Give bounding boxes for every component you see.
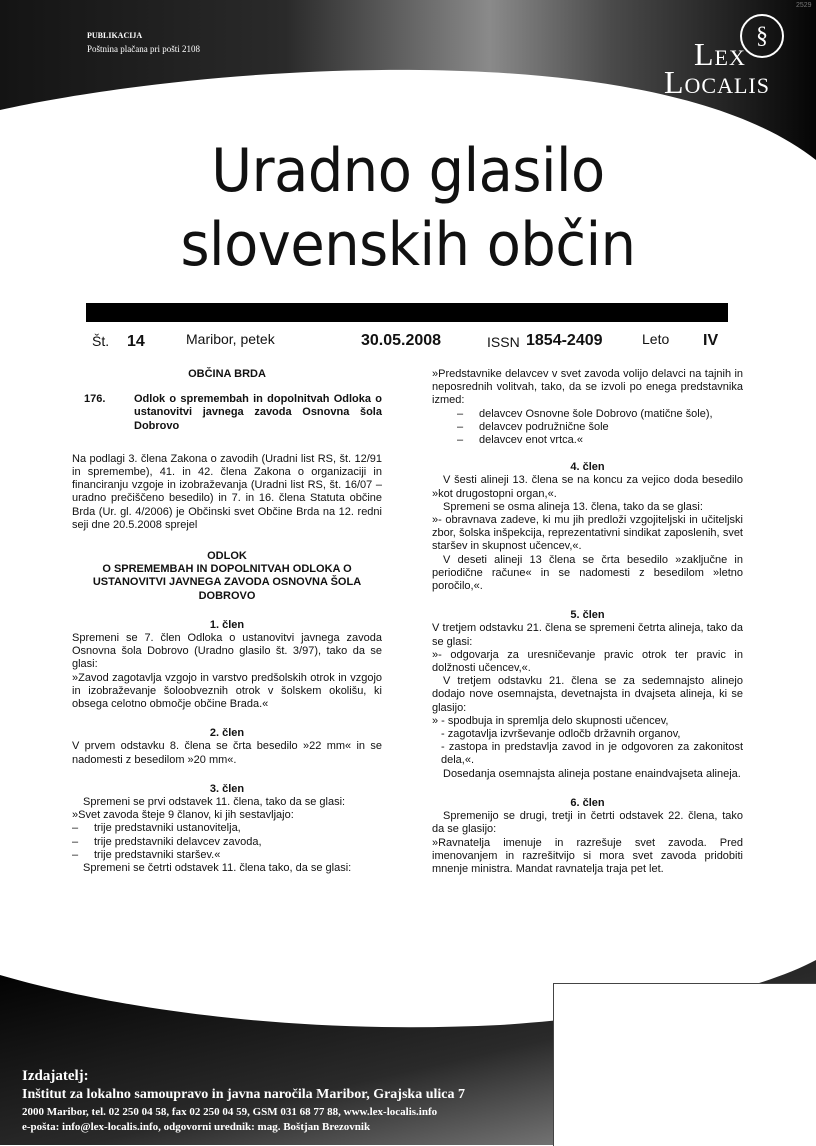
year-label: Leto xyxy=(642,331,670,347)
act-title: Odlok o spremembah in dopolnitvah Odloka o ustanovitvi javnega zavoda Osnovna šola Dobrovo xyxy=(134,393,382,432)
publisher-name: Inštitut za lokalno samoupravo in javna naročila Maribor, Grajska ulica 7 xyxy=(22,1087,465,1102)
article-4-paragraph: V šesti alineji 13. člena se na koncu za vejico doda besedilo »kot drugostopni organ,«. xyxy=(432,474,743,500)
article-5-quote: »- odgovarja za uresničevanje pravic otrok ter pravic in dolžnosti učencev,«. xyxy=(432,648,743,675)
article-4-heading: 4. člen xyxy=(570,461,605,474)
article-1-heading: 1. člen xyxy=(209,618,245,631)
masthead-title-line1: Uradno glasilo xyxy=(211,136,605,206)
list-item: – trije predstavniki ustanovitelja, xyxy=(72,822,382,835)
right-column xyxy=(432,368,743,876)
issn-value: 1854-2409 xyxy=(526,332,603,349)
municipality-heading: OBČINA BRDA xyxy=(188,368,266,380)
section-sign-icon: § xyxy=(740,14,784,58)
article-2-heading: 2. člen xyxy=(209,727,245,740)
list-item: – delavcev enot vrtca.« xyxy=(457,434,743,447)
masthead-title-line2: slovenskih občin xyxy=(180,210,636,280)
issue-number: 14 xyxy=(127,333,145,350)
article-3-quote: »Svet zavoda šteje 9 članov, ki jih sestavljajo: xyxy=(72,809,294,822)
continued-quote: »Predstavnike delavcev v svet zavoda volijo delavci na tajnih in neposrednih volitvah, tako, da se izvoli po enega predstavnika izmed: xyxy=(432,368,743,407)
article-4-paragraph-3: V deseti alineji 13 člena se črta besedilo »zaključne in periodične račune« in se nadomesti z besedilom »letno poročilo,«. xyxy=(432,553,743,593)
article-3-heading: 3. člen xyxy=(209,782,245,795)
article-1-paragraph: Spremeni se 7. člen Odloka o ustanovitvi javnega zavoda Osnovna šola Dobrovo (Uradno glasilo št. 3/97), tako da se glasi: xyxy=(72,632,382,671)
address-label-box xyxy=(553,983,816,1146)
article-6-quote: »Ravnatelja imenuje in razrešuje svet zavoda. Pred imenovanjem in razrešitvijo si mora svet zavoda pridobiti mnenje ministra. Mandat ravnatelja traja pet let. xyxy=(432,836,743,875)
article-2-paragraph: V prvem odstavku 8. člena se črta besedilo »22 mm« in se nadomesti z besedilom »20 mm«. xyxy=(72,740,382,766)
publisher-contact: 2000 Maribor, tel. 02 250 04 58, fax 02 250 04 59, GSM 031 68 77 88, www.lex-localis.info xyxy=(22,1106,438,1118)
place-day: Maribor, petek xyxy=(186,331,275,347)
act-heading xyxy=(72,393,382,433)
article-3-paragraph-2: Spremeni se četrti odstavek 11. člena tako, da se glasi: xyxy=(83,862,352,875)
list-item: – trije predstavniki staršev.« xyxy=(72,849,382,862)
list-item: – trije predstavniki delavcev zavoda, xyxy=(72,836,382,849)
article-5-line: - zastopa in predstavlja zavod in je odgovoren za zakonitost dela,«. xyxy=(441,741,743,767)
article-5-line: - zagotavlja izvrševanje odločb državnih organov, xyxy=(441,728,681,741)
article-5-heading: 5. člen xyxy=(570,609,605,622)
publisher-email: e-pošta: info@lex-localis.info, odgovorni urednik: mag. Boštjan Brezovnik xyxy=(22,1121,371,1133)
preamble: Na podlagi 3. člena Zakona o zavodih (Uradni list RS, št. 12/91 in spremembe), 41. in 42. člena Zakona o organizaciji in financiranju vzgoje in izobraževanja (Uradni list RS, št. 16/07 – uradno prečiščeno besedilo) in 7. in 16. člena Statuta občine Brda (Ur. gl. 4/2006) je Občinski svet Občine Brda na 12. redni seji dne 20.5.2008 sprejel xyxy=(72,452,382,531)
postage-note: Poštnina plačana pri pošti 2108 xyxy=(87,44,200,54)
article-6-heading: 6. člen xyxy=(570,796,605,809)
issn-label: ISSN xyxy=(487,334,520,350)
article-3-paragraph: Spremeni se prvi odstavek 11. člena, tako da se glasi: xyxy=(83,796,346,809)
logo-localis: Localis xyxy=(664,64,770,100)
article-4-quote: »- obravnava zadeve, ki mu jih predloži vzgojiteljski in učiteljski zbor, šolska inšpekcija, reprezentativni sindikat zaposlenih, svet staršev in skupnost učencev,«. xyxy=(432,514,743,553)
article-5-paragraph-2: V tretjem odstavku 21. člena se za sedemnajsto alinejo dodajo nove osemnajsta, devetnajsta in dvajseta alineja, ki se glasijo: xyxy=(432,675,743,714)
logo-lex: Lex xyxy=(694,36,746,72)
issue-date: 30.05.2008 xyxy=(361,332,442,349)
act-number: 176. xyxy=(84,393,106,406)
article-1-quote: »Zavod zagotavlja vzgojo in varstvo predšolskih otrok in vzgojo in izobraževanje šoloobveznih otrok v šolskem okolišu, ki obsega celotno območje občine Brada.« xyxy=(72,671,382,711)
masthead-rule xyxy=(86,303,728,322)
list-item: – delavcev Osnovne šole Dobrovo (matične šole), xyxy=(457,408,743,421)
article-5-paragraph: V tretjem odstavku 21. člena se spremeni četrta alineja, tako da se glasi: xyxy=(432,622,743,648)
ordinance-subtitle: O SPREMEMBAH IN DOPOLNITVAH ODLOKA O USTANOVITVI JAVNEGA ZAVODA OSNOVNA ŠOLA DOBROVO xyxy=(92,563,362,602)
page-number: 2529 xyxy=(796,2,812,9)
year-value: IV xyxy=(703,332,719,349)
article-6-paragraph: Spremenijo se drugi, tretji in četrti odstavek 22. člena, tako da se glasijo: xyxy=(432,810,743,836)
article-4-paragraph-2: Spremeni se osma alineja 13. člena, tako da se glasi: xyxy=(443,500,703,513)
list-item: – delavcev podružnične šole xyxy=(457,421,743,434)
ordinance-title: ODLOK xyxy=(207,550,247,563)
issue-number-label: Št. xyxy=(92,333,110,349)
publisher-label: Izdajatelj: xyxy=(22,1068,89,1084)
article-5-line: » - spodbuja in spremlja delo skupnosti učencev, xyxy=(432,714,669,727)
article-5-paragraph-3: Dosedanja osemnajsta alineja postane enaindvajseta alineja. xyxy=(443,767,741,780)
left-column xyxy=(72,368,382,875)
publication-label: PUBLIKACIJA xyxy=(87,31,143,40)
